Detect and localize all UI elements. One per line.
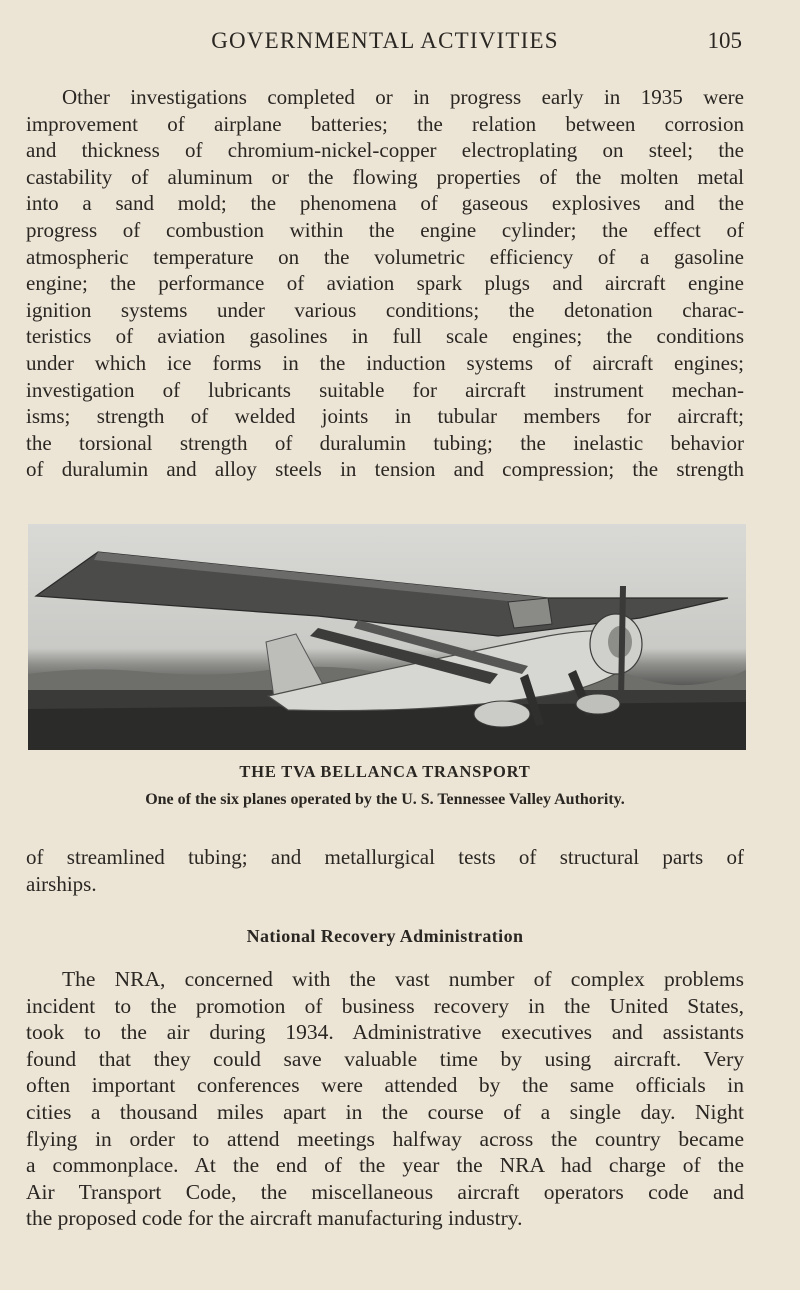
text-line: Other investigations completed or in progress early in 1935 were <box>62 85 744 109</box>
text-line: Air Transport Code, the miscellaneous aircraft operators code and <box>26 1179 744 1204</box>
figure-caption-title: THE TVA BELLANCA TRANSPORT <box>239 762 531 781</box>
wheel-fairing <box>474 701 530 727</box>
figure-caption-text: One of the six planes operated by the U. S. Tennessee Valley Authority. <box>145 791 625 808</box>
text-line: progress of combustion within the engine cylinder; the effect of <box>26 217 744 242</box>
paragraph-continuation <box>26 844 744 897</box>
text-line: incident to the promotion of business recovery in the United States, <box>26 993 744 1018</box>
text-line: under which ice forms in the induction systems of aircraft engines; <box>26 350 744 375</box>
wheel-fairing <box>576 694 620 714</box>
paragraph-investigations <box>26 84 744 483</box>
text-line: airships. <box>26 871 97 896</box>
text-line: and thickness of chromium-nickel-copper electroplating on steel; the <box>26 138 744 163</box>
running-title: GOVERNMENTAL ACTIVITIES <box>211 28 559 53</box>
text-line: atmospheric temperature on the volumetric efficiency of a gasoline <box>26 244 744 269</box>
text-line: investigation of lubricants suitable for aircraft instrument mechan- <box>26 377 744 402</box>
airplane-illustration <box>28 524 746 750</box>
text-line: into a sand mold; the phenomena of gaseous explosives and the <box>26 191 744 216</box>
paragraph-nra <box>26 966 744 1232</box>
text-line: the torsional strength of duralumin tubing; the inelastic behavior <box>26 430 744 455</box>
text-line: The NRA, concerned with the vast number of complex problems <box>62 967 744 991</box>
text-line: a commonplace. At the end of the year the NRA had charge of the <box>26 1153 744 1178</box>
text-line: the proposed code for the aircraft manufacturing industry. <box>26 1206 523 1231</box>
text-line: ignition systems under various conditions; the detonation charac- <box>26 297 744 322</box>
page-number: 105 <box>707 28 742 53</box>
text-line: took to the air during 1934. Administrative executives and assistants <box>26 1020 744 1045</box>
text-line: flying in order to attend meetings halfway across the country became <box>26 1126 744 1151</box>
text-line: often important conferences were attended by the same officials in <box>26 1073 744 1098</box>
cockpit-window <box>508 598 552 628</box>
text-line: found that they could save valuable time by using aircraft. Very <box>26 1046 744 1071</box>
text-line: cities a thousand miles apart in the course of a single day. Night <box>26 1099 744 1124</box>
text-line: teristics of aviation gasolines in full scale engines; the conditions <box>26 324 744 349</box>
text-line: isms; strength of welded joints in tubular members for aircraft; <box>26 404 744 429</box>
section-heading: National Recovery Administration <box>246 926 524 946</box>
text-line: of streamlined tubing; and metallurgical tests of structural parts of <box>26 845 744 869</box>
text-line: engine; the performance of aviation spark plugs and aircraft engine <box>26 271 744 296</box>
airplane-photo <box>28 524 746 750</box>
running-head <box>26 28 744 58</box>
text-line: of duralumin and alloy steels in tension and compression; the strength <box>26 457 744 482</box>
text-line: castability of aluminum or the flowing properties of the molten metal <box>26 164 744 189</box>
text-line: improvement of airplane batteries; the relation between corrosion <box>26 111 744 136</box>
